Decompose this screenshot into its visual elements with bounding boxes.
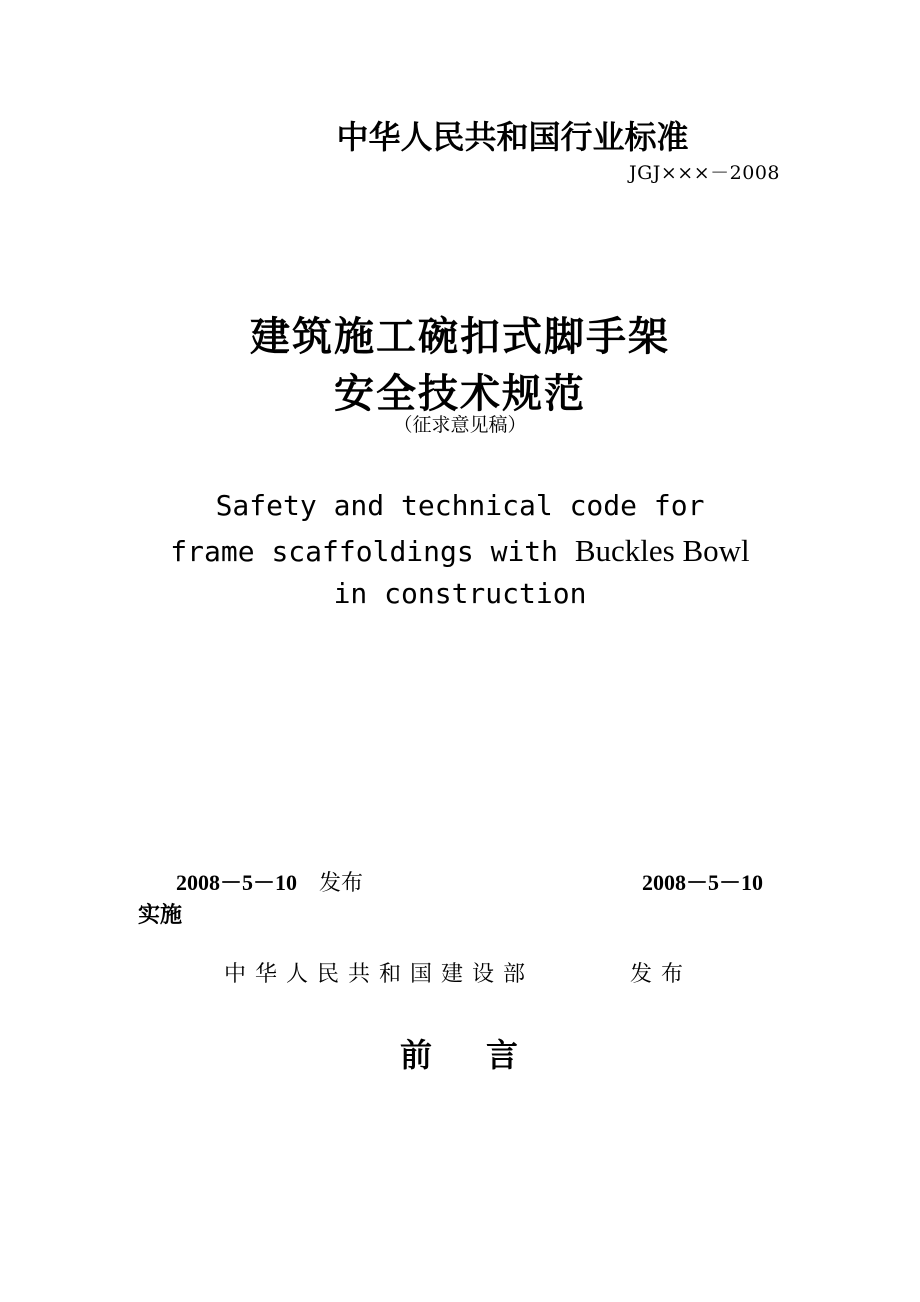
- issued-label: 发布: [630, 962, 693, 987]
- standard-code: JGJ×××－2008: [628, 162, 780, 184]
- issuing-authority: 中华人民共和国建设部: [224, 962, 535, 987]
- draft-note: （征求意见稿）: [393, 414, 527, 436]
- english-title-line-2-mono: frame scaffoldings with: [170, 535, 575, 568]
- issue-date-line: [176, 866, 363, 897]
- english-title-line-2-serif: Buckles Bowl: [574, 533, 750, 568]
- implementation-label: 实施: [138, 903, 183, 928]
- implementation-date: 2008－5－10: [642, 870, 764, 895]
- issue-date: 2008－5－10: [176, 870, 298, 895]
- english-title-line-1: Safety and technical code for: [215, 489, 705, 522]
- issue-label: 发布: [319, 871, 364, 896]
- chinese-title-line-1: 建筑施工碗扣式脚手架: [250, 314, 670, 360]
- preface-char-2: 言: [486, 1036, 519, 1074]
- preface-heading: [400, 1030, 518, 1076]
- standard-category-title: 中华人民共和国行业标准: [336, 118, 689, 156]
- english-title-line-2: [0, 533, 920, 569]
- chinese-title-line-2: 安全技术规范: [334, 371, 586, 417]
- english-title-line-3: in construction: [333, 577, 587, 610]
- preface-char-1: 前: [400, 1036, 433, 1074]
